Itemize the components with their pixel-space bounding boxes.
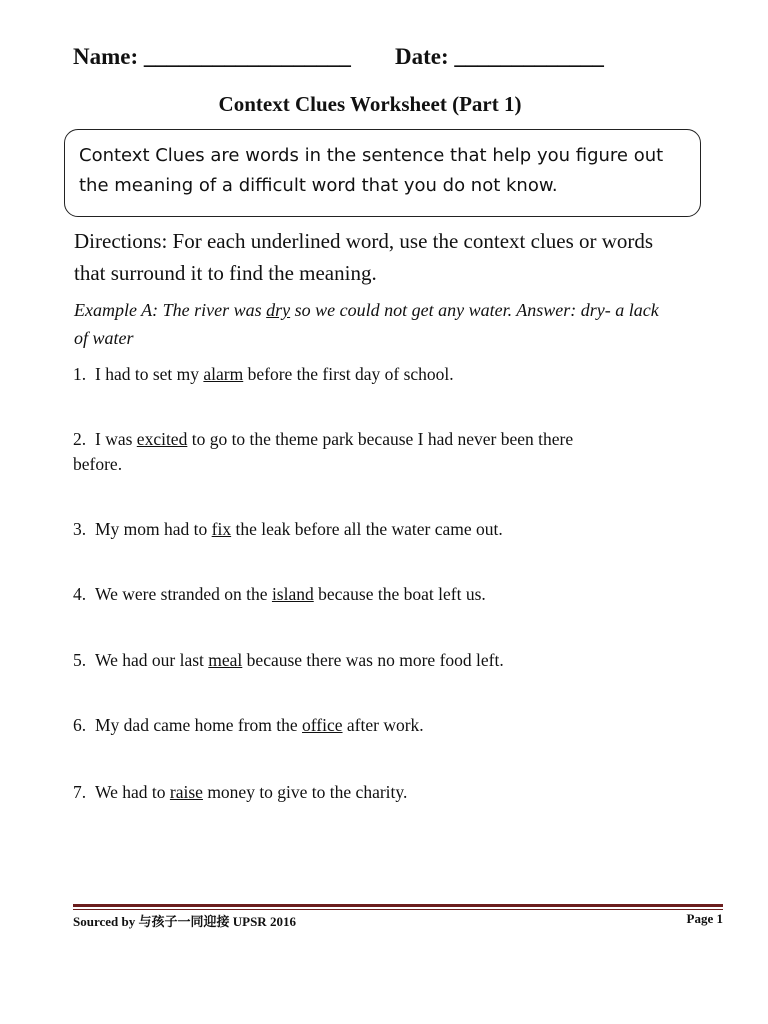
footer-divider-thin xyxy=(73,909,723,910)
answer-line[interactable]: ______________________________________________________ xyxy=(73,387,546,401)
question-number: 6. xyxy=(73,715,87,735)
question-text-after: the leak before all the water came out. xyxy=(231,519,503,539)
answer-line[interactable]: ______________________________________________________ xyxy=(73,673,546,687)
question-text-before: We had our last xyxy=(95,650,209,670)
question-underlined-word: raise xyxy=(169,782,203,802)
question-text-after: because the boat left us. xyxy=(313,584,486,604)
question-number: 1. xyxy=(73,364,87,384)
question-7 xyxy=(73,780,625,819)
directions-text: Directions: For each underlined word, use the context clues or words that surround it to find the meaning. xyxy=(74,229,654,285)
answer-line[interactable]: ______________________________________________________ xyxy=(73,738,546,752)
question-number: 3. xyxy=(73,519,87,539)
question-text-after: money to give to the charity. xyxy=(202,782,408,802)
question-2 xyxy=(73,427,625,491)
question-text-before: I was xyxy=(95,429,137,449)
question-underlined-word: fix xyxy=(211,519,232,539)
answer-line[interactable]: ______________________________________________________ xyxy=(73,542,546,556)
answer-line[interactable]: ______________________________________________________ xyxy=(73,607,546,621)
question-3 xyxy=(73,517,625,556)
question-6 xyxy=(73,713,625,752)
question-text-before: We were stranded on the xyxy=(95,584,272,604)
question-text-before: My dad came home from the xyxy=(95,715,303,735)
question-5 xyxy=(73,648,625,687)
question-underlined-word: island xyxy=(271,584,314,604)
question-text-after: after work. xyxy=(342,715,424,735)
footer-divider-thick xyxy=(73,904,723,907)
question-4 xyxy=(73,582,625,621)
example-a xyxy=(74,296,664,352)
question-underlined-word: alarm xyxy=(203,364,244,384)
name-date-row xyxy=(73,44,693,70)
question-number: 7. xyxy=(73,782,87,802)
example-text-before: Example A: The river was xyxy=(74,300,267,320)
date-field-label: Date: _____________ xyxy=(395,44,604,69)
footer-page-number: Page 1 xyxy=(686,911,723,926)
definition-text: Context Clues are words in the sentence that help you figure out the meaning of a difficult word that you do not know. xyxy=(79,145,664,196)
answer-line[interactable]: ______________________________________________________ xyxy=(73,477,546,491)
example-underlined-word: dry xyxy=(266,300,291,320)
question-number: 5. xyxy=(73,650,87,670)
question-underlined-word: meal xyxy=(208,650,243,670)
footer-source: Sourced by 与孩子一同迎接 UPSR 2016 xyxy=(73,914,296,929)
question-text-before: We had to xyxy=(95,782,170,802)
question-text-after: before the first day of school. xyxy=(243,364,454,384)
question-text-after: to go to the theme park because I had never been there before. xyxy=(73,429,574,474)
question-text-before: I had to set my xyxy=(95,364,204,384)
question-underlined-word: excited xyxy=(136,429,188,449)
question-number: 4. xyxy=(73,584,87,604)
question-text-before: My mom had to xyxy=(95,519,212,539)
answer-line[interactable]: ______________________________________________________ xyxy=(73,805,546,819)
question-text-after: because there was no more food left. xyxy=(242,650,504,670)
context-clues-definition-box xyxy=(64,129,701,217)
question-underlined-word: office xyxy=(302,715,343,735)
question-number: 2. xyxy=(73,429,87,449)
question-1 xyxy=(73,362,625,401)
example-text-after: so we could not get any water. Answer: dry- a lack of water xyxy=(74,300,659,348)
name-field-label: Name: __________________ xyxy=(73,44,351,69)
worksheet-title: Context Clues Worksheet (Part 1) xyxy=(218,92,522,116)
